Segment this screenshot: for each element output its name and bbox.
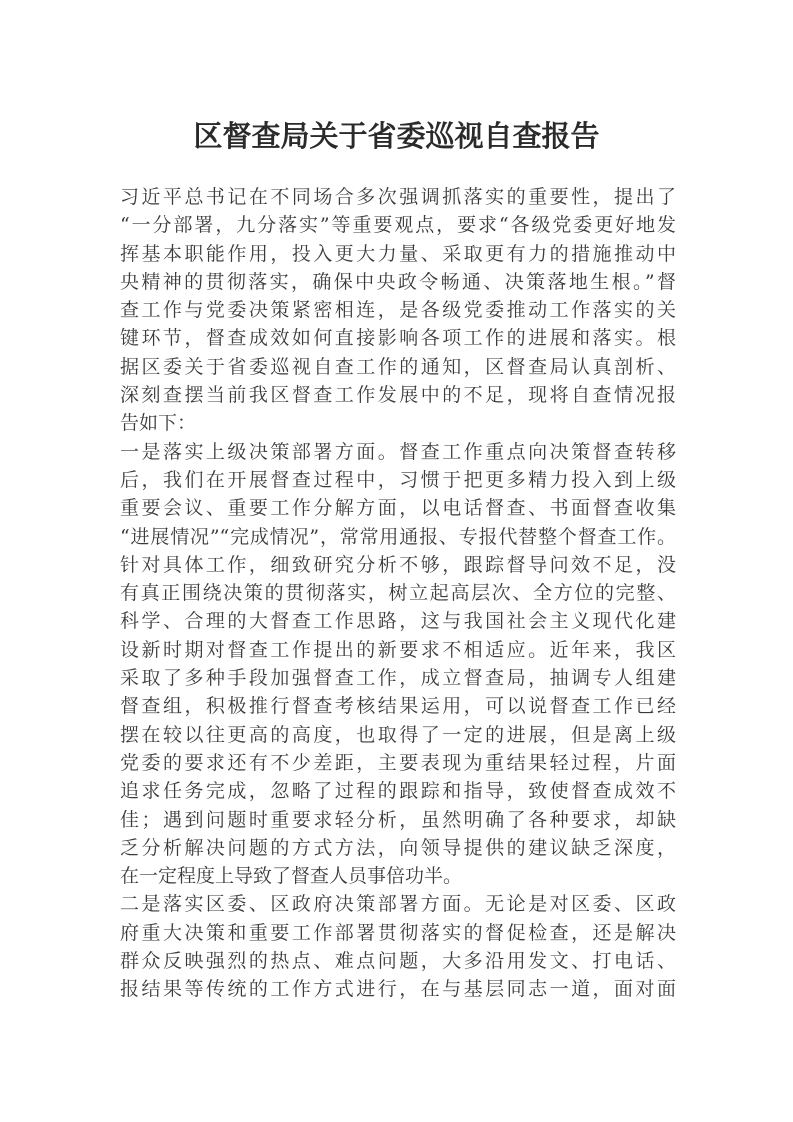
body-line: 督查组，积极推行督查考核结果运用，可以说督查工作已经 xyxy=(120,695,676,718)
body-line: 追求任务完成，忽略了过程的跟踪和指导，致使督查成效不 xyxy=(120,780,676,803)
body-line: 重要会议、重要工作分解方面，以电话督查、书面督查收集 xyxy=(120,497,676,520)
body-line: 据区委关于省委巡视自查工作的通知，区督查局认真剖析、 xyxy=(120,355,676,378)
body-line: 报结果等传统的工作方式进行，在与基层同志一道，面对面 xyxy=(120,978,676,1001)
body-line: 针对具体工作，细致研究分析不够，跟踪督导问效不足，没 xyxy=(120,553,676,576)
body-line: 佳；遇到问题时重要求轻分析，虽然明确了各种要求，却缺 xyxy=(120,808,676,831)
body-line: 采取了多种手段加强督查工作，成立督查局，抽调专人组建 xyxy=(120,667,676,690)
body-line: 在一定程度上导致了督查人员事倍功半。 xyxy=(120,865,463,888)
body-line: 习近平总书记在不同场合多次强调抓落实的重要性，提出了 xyxy=(120,186,676,208)
body-line: 府重大决策和重要工作部署贯彻落实的督促检查，还是解决 xyxy=(120,921,676,944)
document-title: 区督查局关于省委巡视自查报告 xyxy=(193,119,600,153)
body-line: 键环节，督查成效如何直接影响各项工作的进展和落实。根 xyxy=(120,327,676,350)
body-line: 挥基本职能作用，投入更大力量、采取更有力的措施推动中 xyxy=(120,242,676,265)
body-line: 有真正围绕决策的贯彻落实，树立起高层次、全方位的完整、 xyxy=(120,582,676,605)
body-line: 一是落实上级决策部署方面。督查工作重点向决策督查转移 xyxy=(120,440,676,463)
body-line: 告如下： xyxy=(120,412,197,435)
body-line: 央精神的贯彻落实，确保中央政令畅通、决策落地生根。”督 xyxy=(120,270,676,293)
body-line: 摆在较以往更高的高度，也取得了一定的进展，但是离上级 xyxy=(120,723,676,746)
body-line: 乏分析解决问题的方式方法，向领导提供的建议缺乏深度， xyxy=(120,836,676,859)
body-line: 查工作与党委决策紧密相连，是各级党委推动工作落实的关 xyxy=(120,299,676,322)
body-line: “进展情况”“完成情况”，常常用通报、专报代替整个督查工作。 xyxy=(120,525,676,548)
body-line: 设新时期对督查工作提出的新要求不相适应。近年来，我区 xyxy=(120,638,676,661)
body-line: 深刻查摆当前我区督查工作发展中的不足，现将自查情况报 xyxy=(120,384,676,407)
body-line: 二是落实区委、区政府决策部署方面。无论是对区委、区政 xyxy=(120,893,676,916)
body-line: 后，我们在开展督查过程中，习惯于把更多精力投入到上级 xyxy=(120,468,676,491)
body-line: 党委的要求还有不少差距，主要表现为重结果轻过程，片面 xyxy=(120,751,676,774)
body-line: 科学、合理的大督查工作思路，这与我国社会主义现代化建 xyxy=(120,610,676,633)
body-line: “一分部署，九分落实”等重要观点，要求“各级党委更好地发 xyxy=(120,214,676,237)
document-body xyxy=(120,183,676,1004)
body-line: 群众反映强烈的热点、难点问题，大多沿用发文、打电话、 xyxy=(120,950,676,973)
